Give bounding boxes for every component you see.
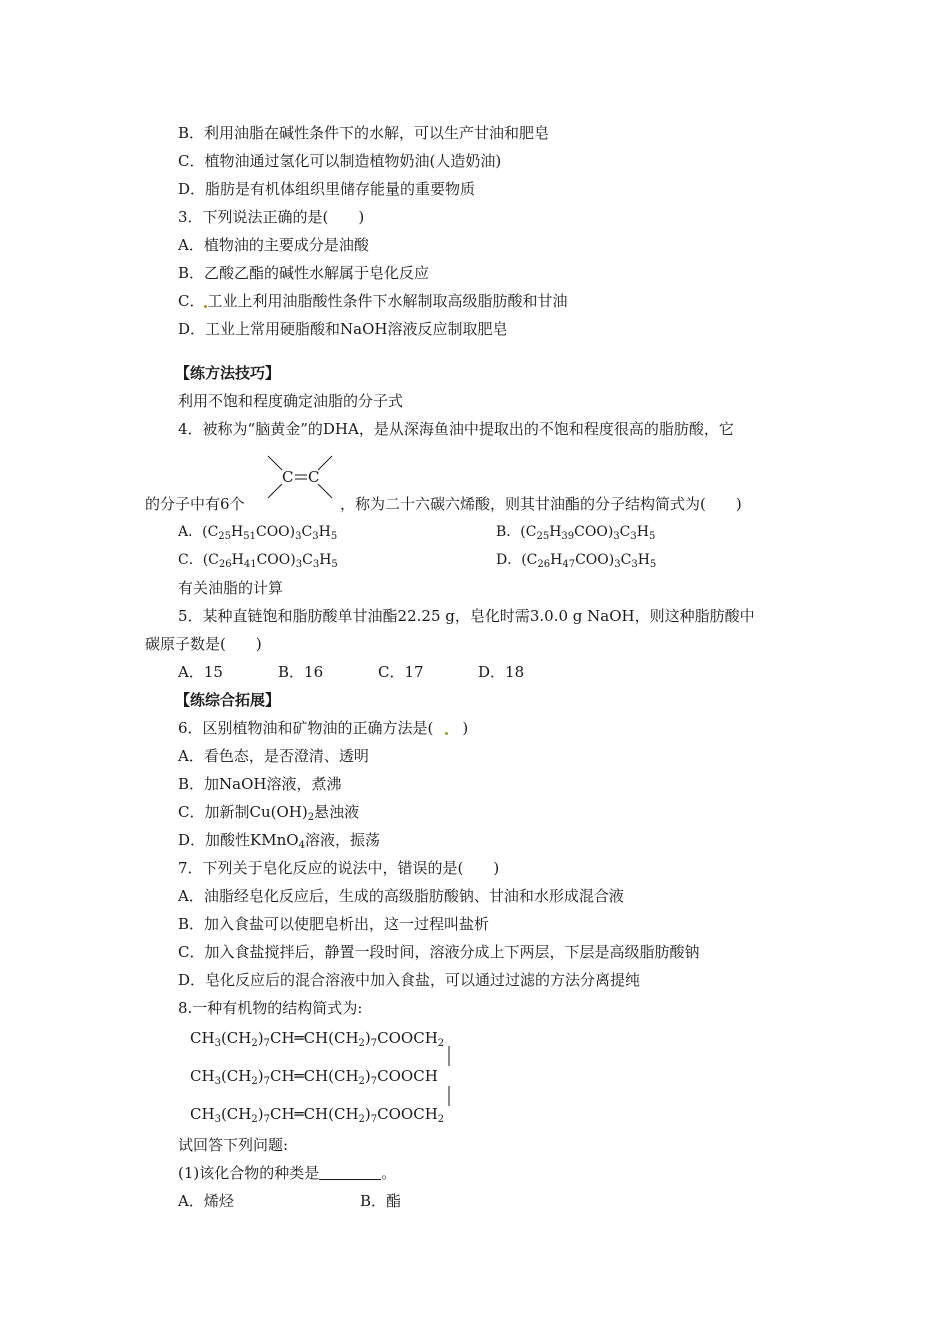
- q5-stem-line2: 碳原子数是( ): [145, 635, 262, 653]
- q4-option-c: C．$(C_{26}H_{41}COO)_3C_3H_5$: [178, 552, 338, 570]
- q6-stem: 6．区别植物油和矿物油的正确方法是( ): [178, 719, 469, 737]
- q5-option-c: C．17: [378, 663, 424, 681]
- q4-option-d: D．$(C_{26}H_{47}COO)_3C_3H_5$: [496, 552, 657, 570]
- q3-option-c: [178, 291, 568, 311]
- formula-row-2: $CH_3(CH_2)_7CH═CH(CH_2)_7COOCH$: [190, 1067, 438, 1087]
- q7-option-b: B．加入食盐可以使肥皂析出，这一过程叫盐析: [178, 915, 490, 933]
- q4-option-a: A．$(C_{25}H_{51}COO)_3C_3H_5$: [178, 524, 338, 542]
- q4-stem-line2a: 的分子中有6个: [145, 495, 245, 513]
- q5-stem-line1: 5．某种直链饱和脂肪酸单甘油酯22.25 g，皂化时需3.0.0 g NaOH，则这种脂肪酸中: [178, 607, 755, 625]
- q8-option-b: B．酯: [360, 1192, 402, 1210]
- q2-option-c: C．植物油通过氢化可以制造植物奶油(人造奶油): [178, 152, 502, 170]
- q4-stem-line2b: ，称为二十六碳六烯酸，则其甘油酯的分子结构简式为( ): [340, 495, 742, 513]
- q5-option-d: D．18: [478, 663, 525, 681]
- q6-option-c: C．加新制$Cu(OH)_2$悬浊液: [178, 803, 360, 823]
- formula-row-1: $CH_3(CH_2)_7CH═CH(CH_2)_7COOCH_2$: [190, 1029, 445, 1049]
- double-bond-lines: [262, 452, 338, 504]
- topic-unsaturation: 利用不饱和程度确定油脂的分子式: [178, 392, 404, 410]
- q8-prompt: 试回答下列问题:: [178, 1136, 289, 1154]
- q3-option-c-text: 工业上利用油脂酸性条件下水解制取高级脂肪酸和甘油: [207, 292, 568, 310]
- section-heading-extension: 【练综合拓展】: [175, 691, 281, 709]
- q5-option-b: B．16: [278, 663, 324, 681]
- q2-option-d: D．脂肪是有机体组织里储存能量的重要物质: [178, 180, 476, 198]
- q7-option-c: C．加入食盐搅拌后，静置一段时间，溶液分成上下两层，下层是高级脂肪酸钠: [178, 943, 700, 961]
- q6-option-d: D．加酸性KMnO$_4$溶液，振荡: [178, 831, 380, 851]
- q2-option-b: B．利用油脂在碱性条件下的水解，可以生产甘油和肥皂: [178, 124, 550, 142]
- q8-sub-question-1: (1)该化合物的种类是 。: [178, 1164, 397, 1182]
- topic-calculation: 有关油脂的计算: [178, 579, 284, 597]
- double-bond-carbon-right: C: [308, 468, 320, 486]
- q3-option-a: A．植物油的主要成分是油酸: [178, 236, 369, 254]
- q7-option-a: A．油脂经皂化反应后，生成的高级脂肪酸钠、甘油和水形成混合液: [178, 887, 624, 905]
- q3-option-d: D．工业上常用硬脂酸和NaOH溶液反应制取肥皂: [178, 320, 508, 338]
- q3-option-b: B．乙酸乙酯的碱性水解属于皂化反应: [178, 264, 430, 282]
- q4-option-b: B．$(C_{25}H_{39}COO)_3C_3H_5$: [496, 524, 656, 542]
- q6-option-a: A．看色态，是否澄清、透明: [178, 747, 369, 765]
- formula-row-3: $CH_3(CH_2)_7CH═CH(CH_2)_7COOCH_2$: [190, 1105, 445, 1125]
- q8-option-a: A．烯烃: [178, 1192, 234, 1210]
- double-bond-structure: [262, 452, 338, 504]
- q3-option-c-prefix: C．: [178, 292, 205, 310]
- q5-option-a: A．15: [178, 663, 223, 681]
- q7-option-d: D．皂化反应后的混合溶液中加入食盐，可以通过过滤的方法分离提纯: [178, 971, 641, 989]
- q7-stem: 7．下列关于皂化反应的说法中，错误的是( ): [178, 859, 500, 877]
- q3-stem: 3．下列说法正确的是( ): [178, 208, 365, 226]
- section-heading-method: 【练方法技巧】: [175, 364, 281, 382]
- answer-blank[interactable]: [319, 1165, 381, 1180]
- formula-bond-lines: [440, 1046, 460, 1110]
- stray-dot-mark: [445, 732, 448, 735]
- q4-stem-line1: 4．被称为“脑黄金”的DHA，是从深海鱼油中提取出的不饱和程度很高的脂肪酸，它: [178, 420, 734, 438]
- double-bond-carbon-left: C: [282, 468, 294, 486]
- q6-option-b: B．加NaOH溶液，煮沸: [178, 775, 342, 793]
- q8-stem: 8.一种有机物的结构简式为:: [178, 999, 363, 1017]
